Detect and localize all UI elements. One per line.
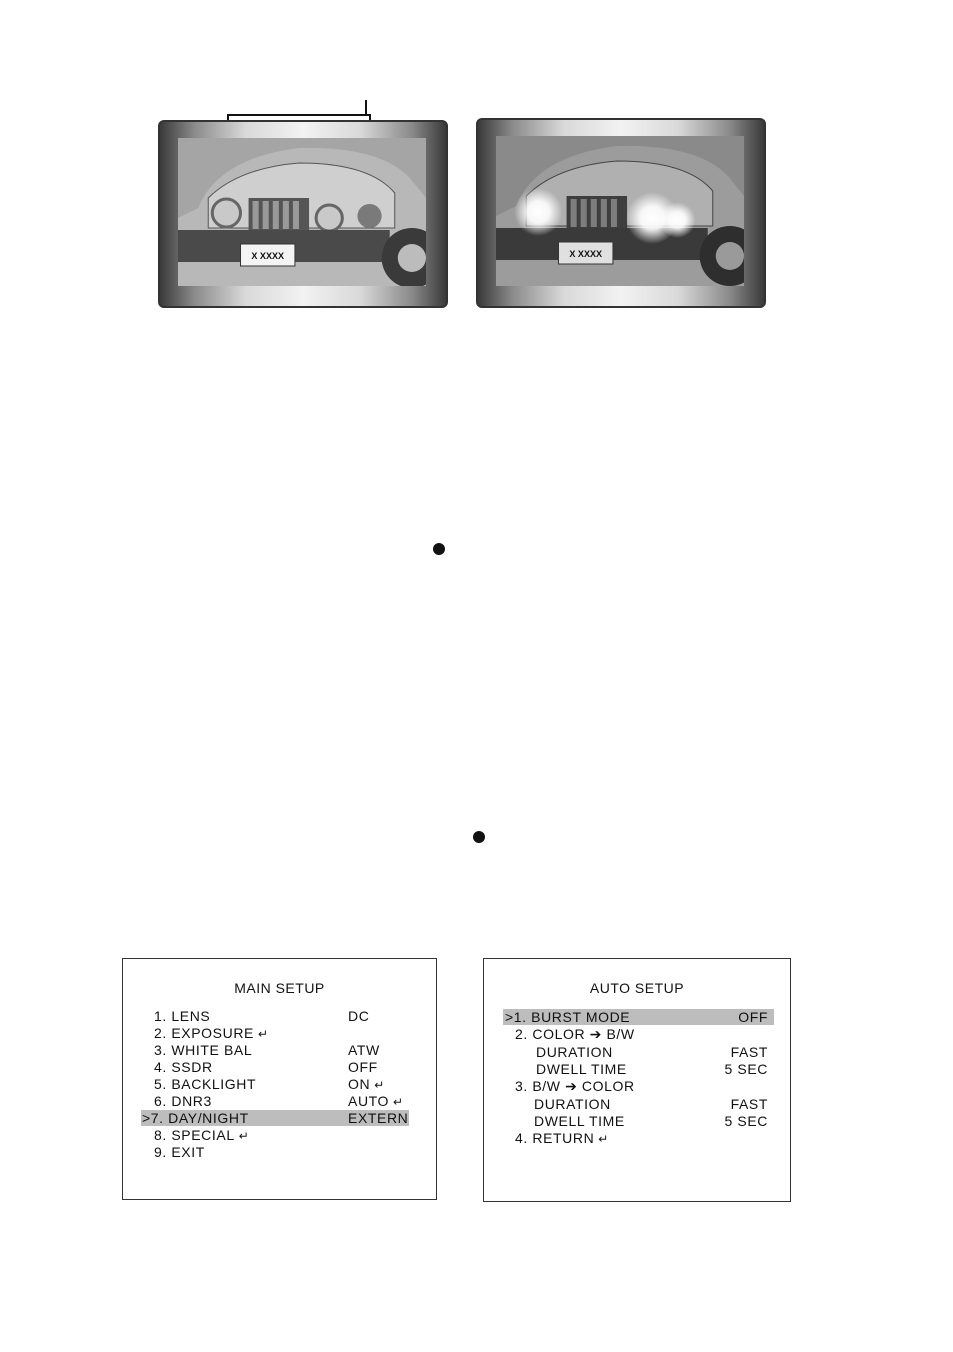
menu-item-value: EXTERN [348, 1110, 409, 1126]
main-setup-item[interactable] [141, 1042, 409, 1058]
auto-setup-menu [483, 958, 791, 1202]
menu-item-label: 4. SSDR [154, 1059, 213, 1075]
menu-item-value: ATW [348, 1042, 380, 1058]
menu-item-label: 2. COLOR ➔ B/W [515, 1026, 635, 1043]
menu-item-label: 9. EXIT [154, 1144, 205, 1160]
main-setup-menu [122, 958, 437, 1200]
menu-item-value: 5 SEC [724, 1112, 768, 1129]
plate-text-right: X XXXX [569, 249, 603, 259]
main-setup-title: MAIN SETUP [234, 980, 325, 996]
auto-setup-item[interactable] [503, 1061, 774, 1077]
enter-arrow-icon: ↵ [393, 1095, 404, 1109]
menu-item-label: DWELL TIME [534, 1112, 625, 1129]
bullet-dot-icon [433, 543, 445, 555]
main-setup-item[interactable] [141, 1093, 409, 1109]
photo-frame-right [476, 118, 766, 308]
auto-setup-item[interactable] [503, 1009, 774, 1025]
photo-screen-left [178, 138, 426, 286]
menu-item-value: AUTO ↵ [348, 1093, 404, 1109]
enter-arrow-icon: ↵ [374, 1078, 385, 1092]
menu-item-value: OFF [738, 1009, 768, 1025]
auto-setup-item[interactable] [503, 1026, 774, 1042]
main-setup-item[interactable] [141, 1059, 409, 1075]
enter-arrow-icon: ↵ [257, 1027, 269, 1041]
auto-setup-item[interactable] [503, 1044, 774, 1060]
menu-item-label: DURATION [534, 1095, 611, 1112]
photo-frame-left [158, 120, 448, 308]
photo-screen-right [496, 136, 744, 286]
menu-item-label: 1. LENS [154, 1008, 211, 1024]
callout-stem [365, 100, 367, 116]
plate-text-left: X XXXX [251, 251, 285, 261]
menu-item-label: DWELL TIME [536, 1060, 627, 1077]
auto-setup-item[interactable] [503, 1113, 774, 1129]
menu-item-label: >1. BURST MODE [505, 1009, 631, 1025]
menu-item-label: >7. DAY/NIGHT [142, 1110, 249, 1126]
menu-item-value: DC [348, 1008, 370, 1024]
main-setup-item[interactable] [141, 1025, 409, 1041]
menu-item-label: 3. B/W ➔ COLOR [515, 1078, 635, 1095]
menu-item-value: ON ↵ [348, 1076, 385, 1092]
menu-item-label: 3. WHITE BAL [154, 1042, 253, 1058]
menu-item-value: 5 SEC [724, 1060, 768, 1077]
auto-setup-item[interactable] [503, 1130, 774, 1146]
menu-item-value: OFF [348, 1059, 378, 1075]
main-setup-item[interactable] [141, 1110, 409, 1126]
menu-item-label: 5. BACKLIGHT [154, 1076, 257, 1092]
main-setup-item[interactable] [141, 1008, 409, 1024]
menu-item-value: FAST [730, 1095, 768, 1112]
enter-arrow-icon: ↵ [238, 1129, 250, 1143]
menu-item-value: FAST [730, 1043, 768, 1060]
menu-item-label: 4. RETURN ↵ [515, 1130, 609, 1147]
menu-item-label: 2. EXPOSURE ↵ [154, 1025, 269, 1041]
auto-setup-item[interactable] [503, 1078, 774, 1094]
menu-item-label: 6. DNR3 [154, 1093, 212, 1109]
car-front-image-left [178, 138, 426, 286]
auto-setup-title: AUTO SETUP [589, 980, 685, 996]
main-setup-item[interactable] [141, 1127, 409, 1143]
enter-arrow-icon: ↵ [598, 1132, 609, 1147]
menu-item-label: 8. SPECIAL ↵ [154, 1127, 250, 1143]
car-front-image-right [496, 136, 744, 286]
main-setup-item[interactable] [141, 1076, 409, 1092]
bullet-dot-icon [473, 831, 485, 843]
main-setup-item[interactable] [141, 1144, 409, 1160]
menu-item-label: DURATION [536, 1043, 613, 1060]
auto-setup-item[interactable] [503, 1096, 774, 1112]
